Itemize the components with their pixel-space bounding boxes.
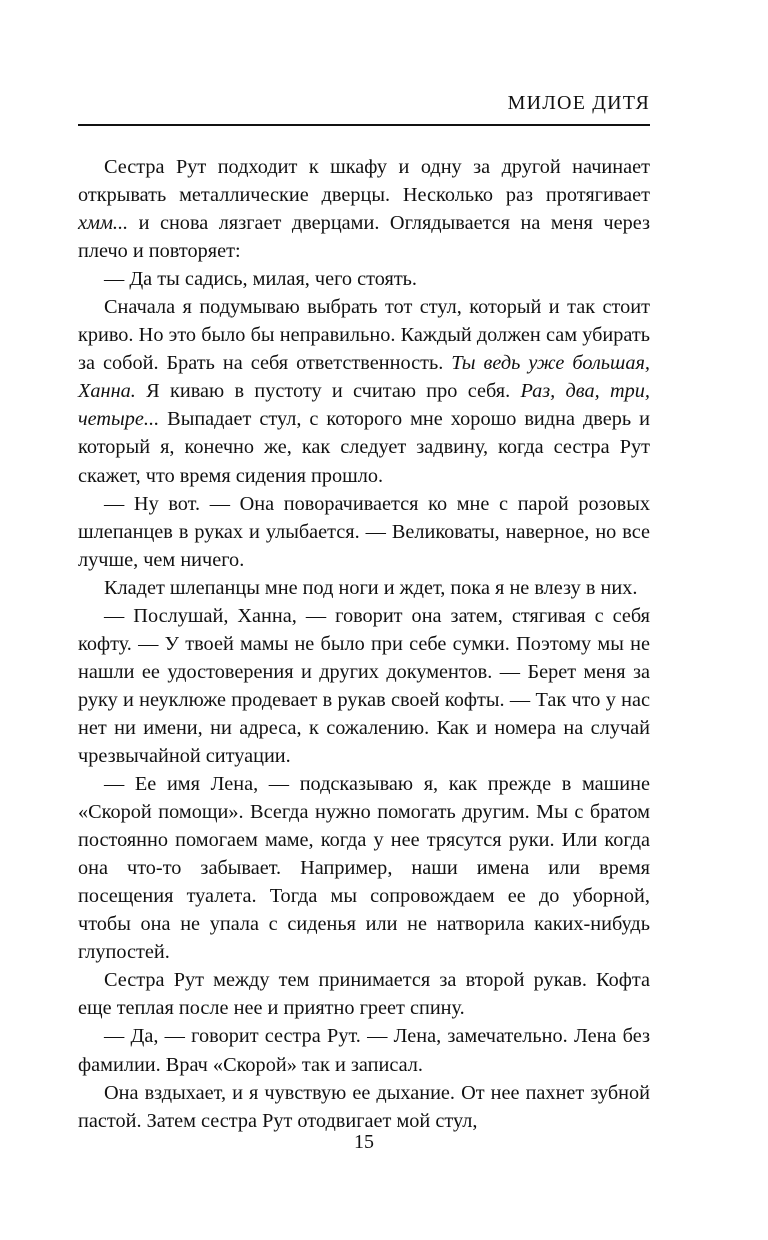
italic-phrase: Ты ведь уже большая, Ханна.	[78, 352, 650, 403]
italic-phrase: хмм...	[78, 212, 129, 235]
paragraph: — Ну вот. — Она поворачивается ко мне с парой розовых шлепанцев в руках и улыбается. — Великоваты, наверное, но все лучше, чем ничего.	[78, 492, 650, 571]
paragraph: Сестра Рут между тем принимается за второй рукав. Кофта еще теплая после нее и приятно греет спину.	[78, 969, 650, 1020]
paragraph: Сначала я подумываю выбрать тот стул, который и так стоит криво. Но это было бы неправильно. Каждый должен сам убирать за собой. Брать на себя ответственность. Ты ведь уже большая, Ханна. Я киваю в пустоту и считаю про себя. Раз, два, три, четыре... Выпадает стул, с которого мне хорошо видна дверь и который я, конечно же, как следует задвину, когда сестра Рут скажет, что время сидения прошло.	[78, 296, 650, 487]
paragraph: — Да, — говорит сестра Рут. — Лена, замечательно. Лена без фамилии. Врач «Скорой» так и записал.	[78, 1025, 650, 1076]
paragraph: — Послушай, Ханна, — говорит она затем, стягивая с себя кофту. — У твоей мамы не было при себе сумки. Поэтому мы не нашли ее удостоверения и других документов. — Берет меня за руку и неуклюже продевает в рукав своей кофты. — Так что у нас нет ни имени, ни адреса, к сожалению. Как и номера на случай чрезвычайной ситуации.	[78, 604, 651, 767]
page-number: 15	[354, 1131, 374, 1153]
paragraph: Кладет шлепанцы мне под ноги и ждет, пока я не влезу в них.	[104, 576, 638, 599]
book-page	[78, 0, 650, 1240]
header-rule	[78, 124, 650, 126]
running-title: МИЛОЕ ДИТЯ	[507, 92, 650, 114]
paragraph: — Да ты садись, милая, чего стоять.	[104, 268, 418, 291]
paragraph: — Ее имя Лена, — подсказываю я, как прежде в машине «Скорой помощи». Всегда нужно помогать другим. Мы с братом постоянно помогаем маме, когда у нее трясутся руки. Или когда она что-то забывает. Например, наши имена или время посещения туалета. Тогда мы сопровождаем ее до уборной, чтобы она не упала с сиденья или не натворила каких-нибудь глупостей.	[78, 773, 651, 964]
paragraph: Она вздыхает, и я чувствую ее дыхание. От нее пахнет зубной пастой. Затем сестра Рут отодвигает мой стул,	[78, 1081, 650, 1132]
italic-phrase: Раз, два, три, четыре...	[78, 380, 650, 431]
body-text	[78, 153, 650, 1135]
paragraph: Сестра Рут подходит к шкафу и одну за другой начинает открывать металлические дверцы. Несколько раз протягивает хмм... и снова лязгает дверцами. Оглядывается на меня через плечо и повторяет:	[78, 156, 650, 263]
